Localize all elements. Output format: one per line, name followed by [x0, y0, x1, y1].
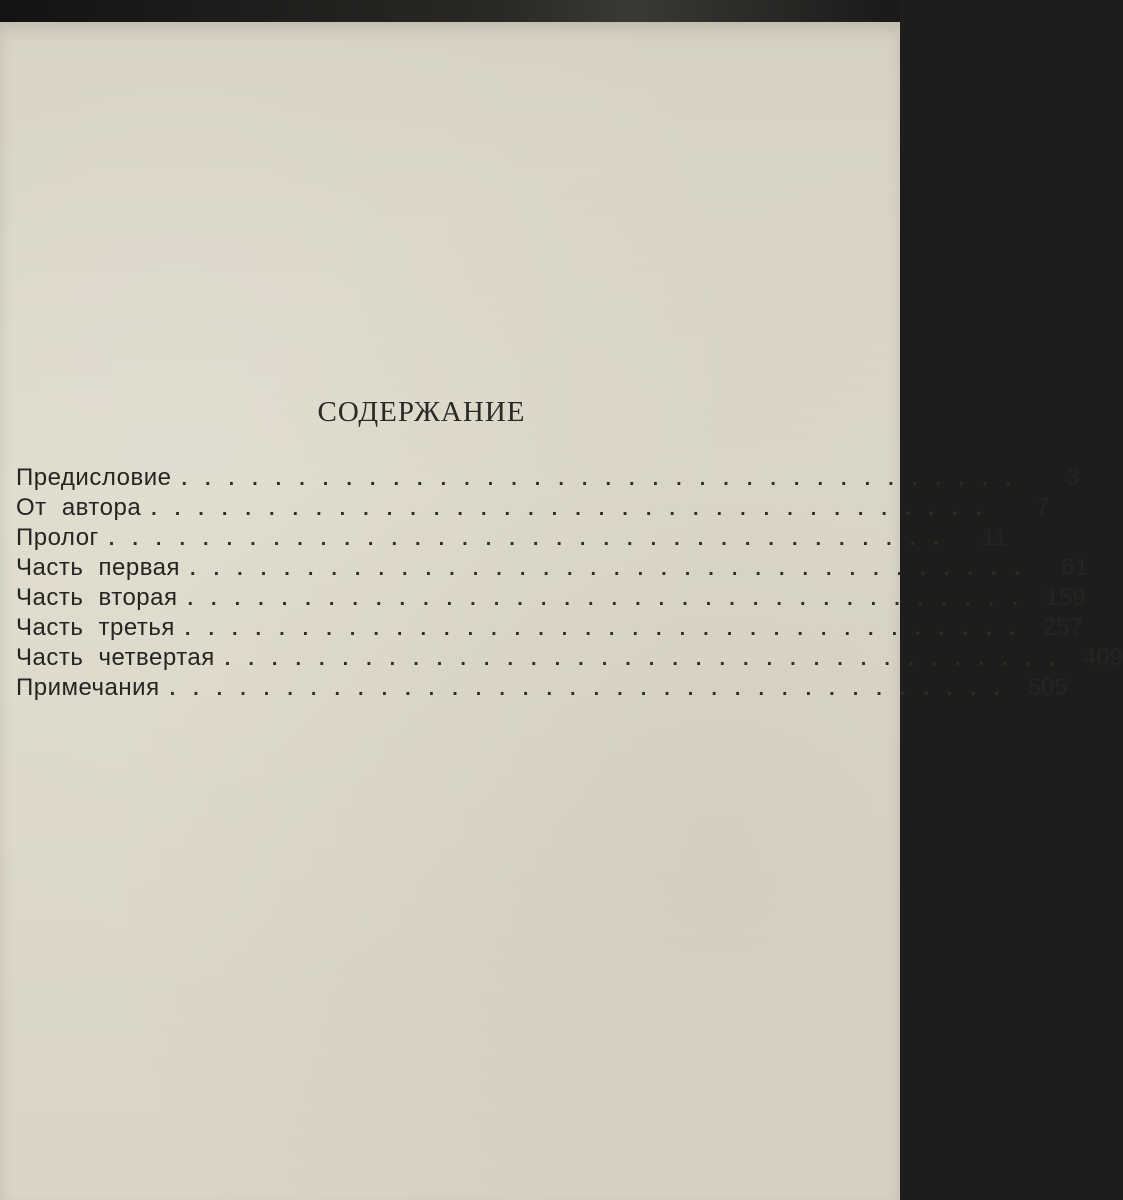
toc-entry-page: 409 [1082, 644, 1123, 671]
toc-entry-page: 257 [1042, 614, 1083, 641]
toc-entry-page: 61 [1061, 554, 1089, 581]
toc-entry-label: От автора [16, 494, 142, 521]
toc-entry [16, 643, 1123, 673]
toc-entry [16, 523, 1007, 553]
dot-leader: .................................... [224, 648, 1073, 670]
toc-entry [16, 583, 1086, 613]
toc-entry-page: 3 [1066, 464, 1080, 491]
dot-leader: .................................... [108, 528, 957, 550]
toc-entry-page: 505 [1027, 674, 1068, 701]
toc-entry [16, 673, 1068, 703]
toc-entry-page: 11 [981, 524, 1007, 551]
dot-leader: .................................... [184, 618, 1033, 640]
dot-leader: .................................... [187, 588, 1036, 610]
toc-entry-label: Часть первая [16, 554, 181, 581]
dot-leader: .................................... [190, 558, 1039, 580]
page-title: СОДЕРЖАНИЕ [317, 396, 526, 428]
toc-entry-page: 7 [1035, 494, 1050, 521]
toc-entry-label: Пролог [16, 524, 99, 551]
toc-entry-label: Примечания [16, 674, 160, 701]
toc-entry-page: 159 [1045, 584, 1086, 611]
toc-entry [16, 493, 1050, 523]
toc-entry [16, 613, 1083, 643]
toc-entry-label: Часть четвертая [16, 644, 215, 671]
toc-entry-label: Предисловие [16, 464, 172, 491]
dot-leader: .................................... [169, 678, 1018, 700]
dot-leader: .................................... [151, 498, 1000, 520]
table-of-contents [16, 463, 1123, 703]
dot-leader: .................................... [181, 468, 1030, 490]
toc-entry-label: Часть третья [16, 614, 175, 641]
page-edge-shadow [0, 0, 900, 22]
toc-entry [16, 463, 1080, 493]
toc-entry-label: Часть вторая [16, 584, 178, 611]
toc-entry [16, 553, 1089, 583]
